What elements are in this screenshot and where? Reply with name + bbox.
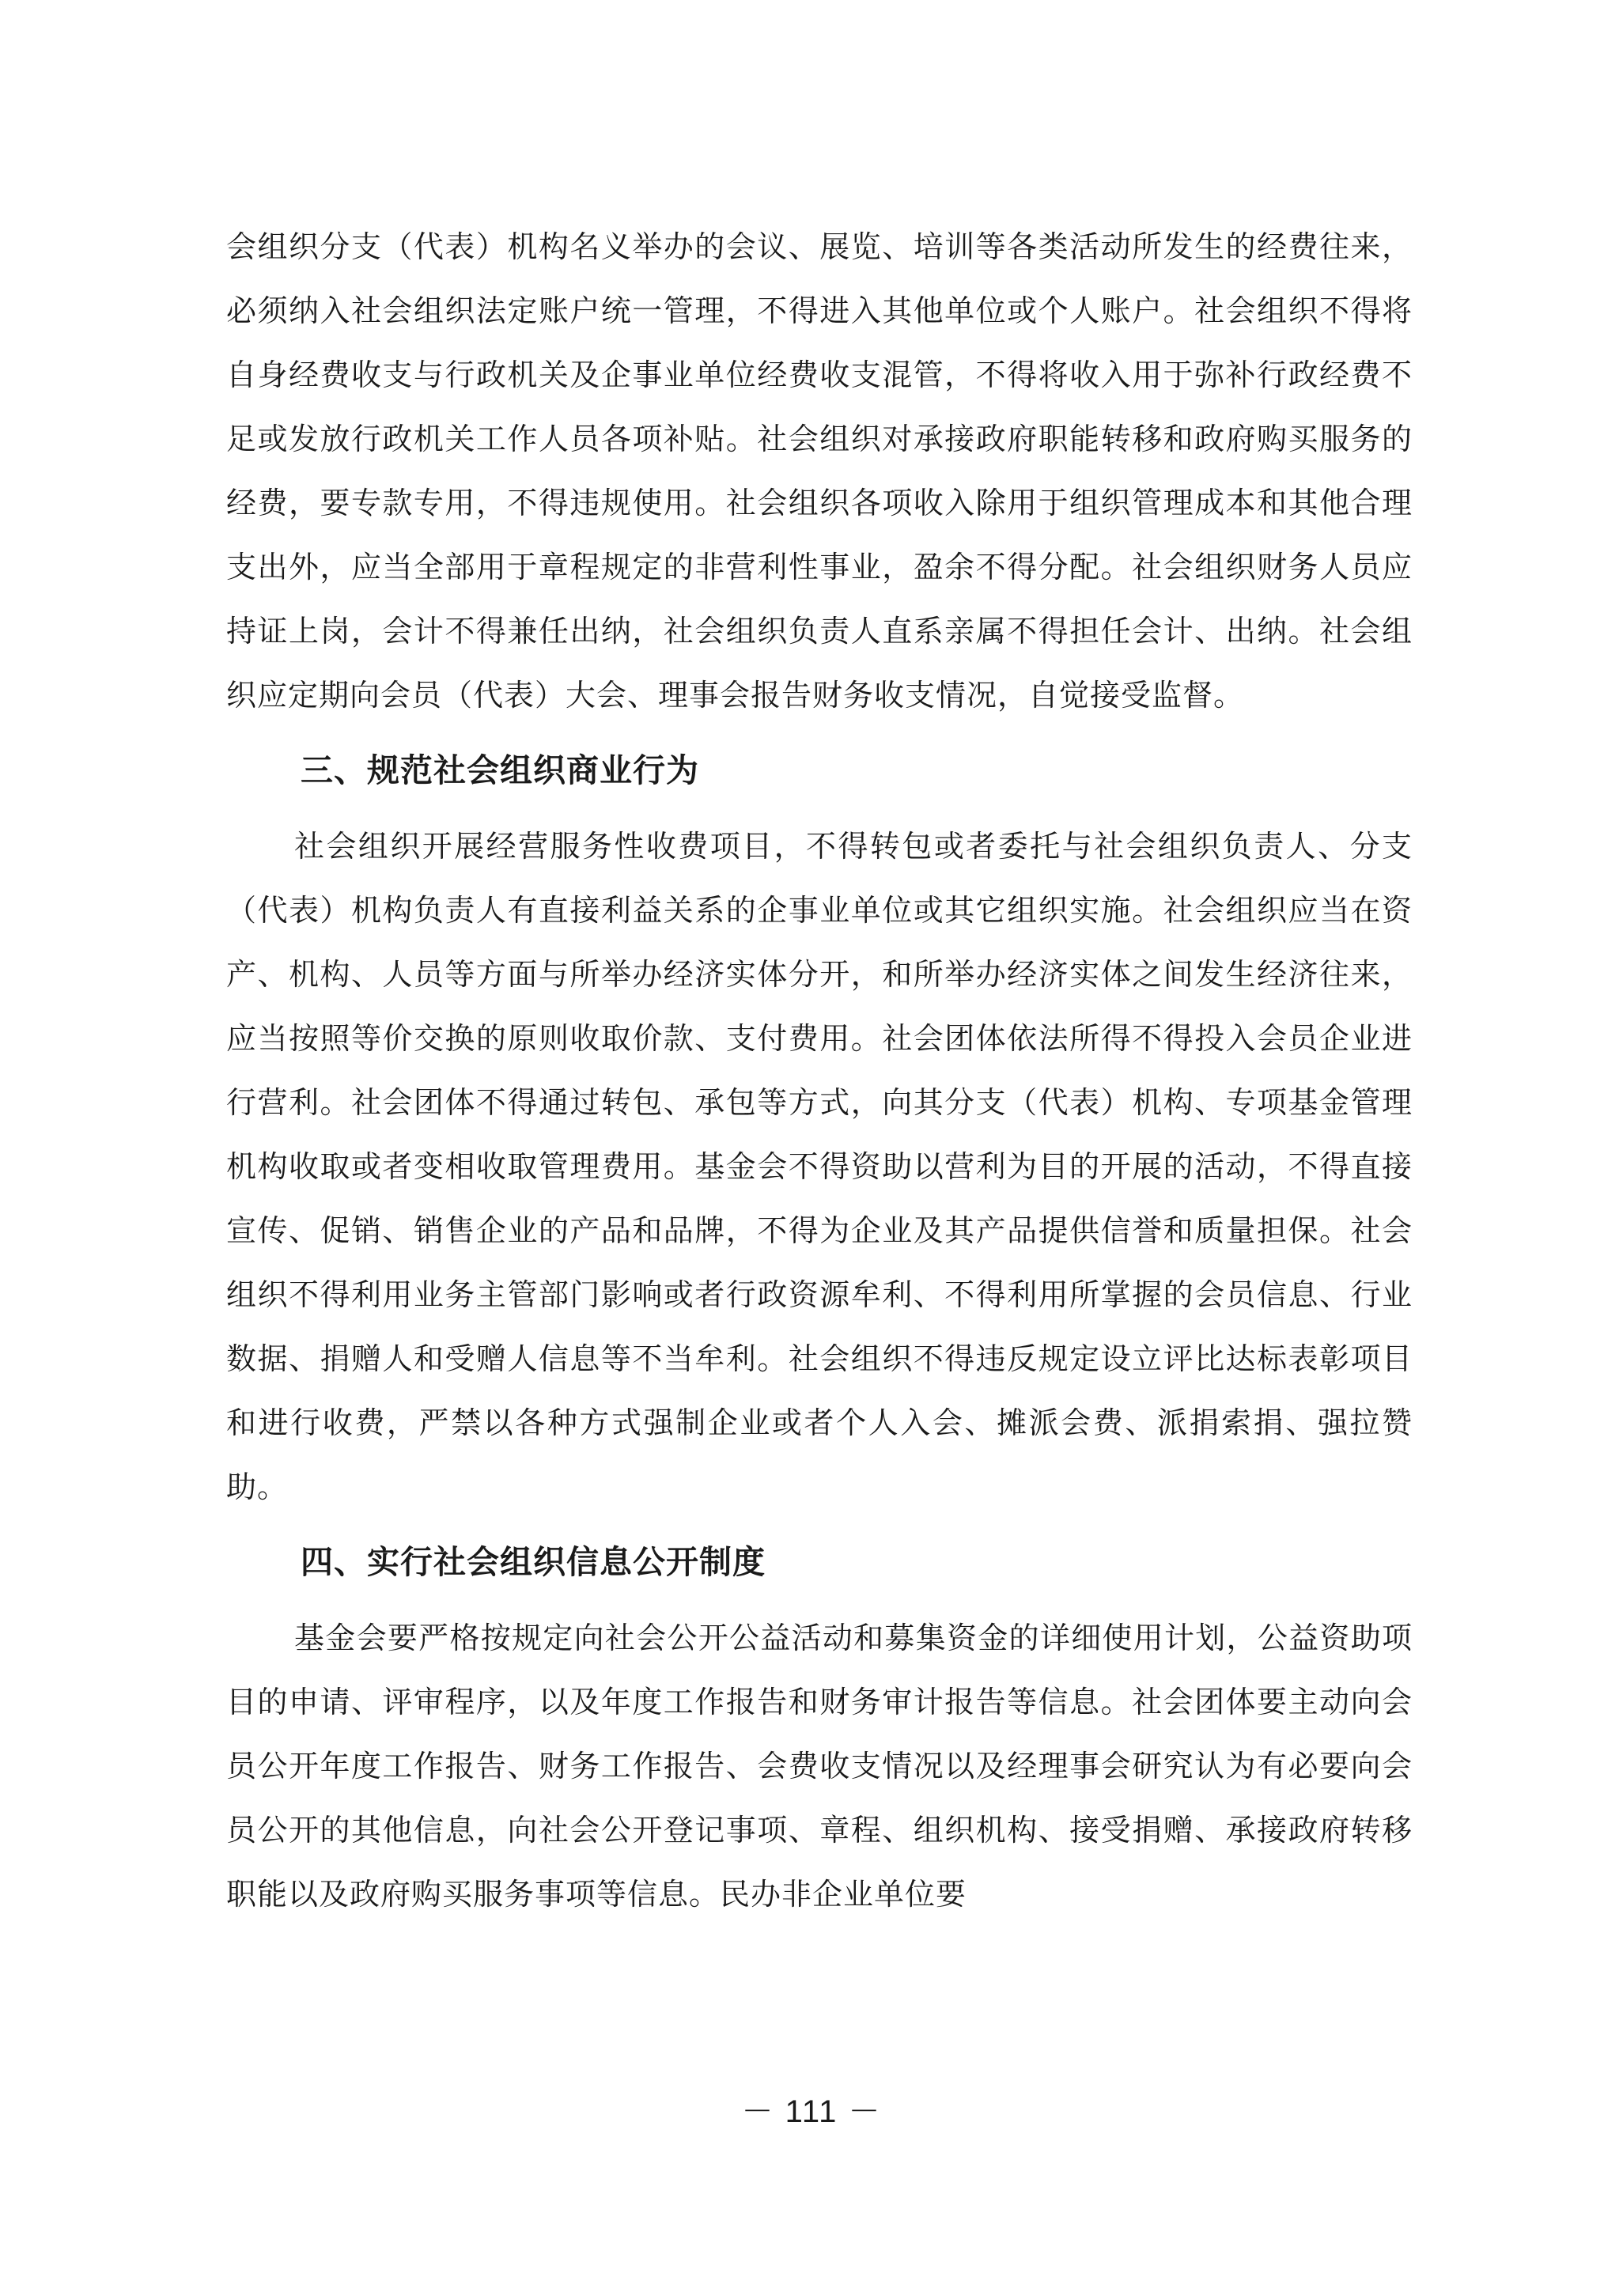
section-heading-four: 四、实行社会组织信息公开制度 — [301, 1543, 766, 1581]
section-heading-three: 三、规范社会组织商业行为 — [301, 751, 699, 789]
paragraph-commercial-behavior: 社会组织开展经营服务性收费项目，不得转包或者委托与社会组织负责人、分支（代表）机构负责人有直接利益关系的企事业单位或其它组织实施。社会组织应当在资产、机构、人员等方面与所举办经济实体分开，和所举办经济实体之间发生经济往来，应当按照等价交换的原则收取价款、支付费用。社会团体依法所得不得投入会员企业进行营利。社会团体不得通过转包、承包等方式，向其分支（代表）机构、专项基金管理机构收取或者变相收取管理费用。基金会不得资助以营利为目的开展的活动，不得直接宣传、促销、销售企业的产品和品牌，不得为企业及其产品提供信誉和质量担保。社会组织不得利用业务主管部门影响或者行政资源牟利、不得利用所掌握的会员信息、行业数据、捐赠人和受赠人信息等不当牟利。社会组织不得违反规定设立评比达标表彰项目和进行收费，严禁以各种方式强制企业或者个人入会、摊派会费、派捐索捐、强拉赞助。 — [226, 829, 1413, 1504]
paragraph-financial-management: 会组织分支（代表）机构名义举办的会议、展览、培训等各类活动所发生的经费往来，必须纳入社会组织法定账户统一管理，不得进入其他单位或个人账户。社会组织不得将自身经费收支与行政机关及企事业单位经费收支混管，不得将收入用于弥补行政经费不足或发放行政机关工作人员各项补贴。社会组织对承接政府职能转移和政府购买服务的经费，要专款专用，不得违规使用。社会组织各项收入除用于组织管理成本和其他合理支出外，应当全部用于章程规定的非营利性事业，盈余不得分配。社会组织财务人员应持证上岗，会计不得兼任出纳，社会组织负责人直系亲属不得担任会计、出纳。社会组织应定期向会员（代表）大会、理事会报告财务收支情况，自觉接受监督。 — [226, 229, 1413, 713]
paragraph-information-disclosure: 基金会要严格按规定向社会公开公益活动和募集资金的详细使用计划，公益资助项目的申请、评审程序，以及年度工作报告和财务审计报告等信息。社会团体要主动向会员公开年度工作报告、财务工作报告、会费收支情况以及经理事会研究认为有必要向会员公开的其他信息，向社会公开登记事项、章程、组织机构、接受捐赠、承接政府转移职能以及政府购买服务事项等信息。民办非企业单位要 — [226, 1621, 1413, 1912]
document-body — [226, 215, 1413, 1927]
page-number: － 111 － — [741, 2094, 882, 2129]
